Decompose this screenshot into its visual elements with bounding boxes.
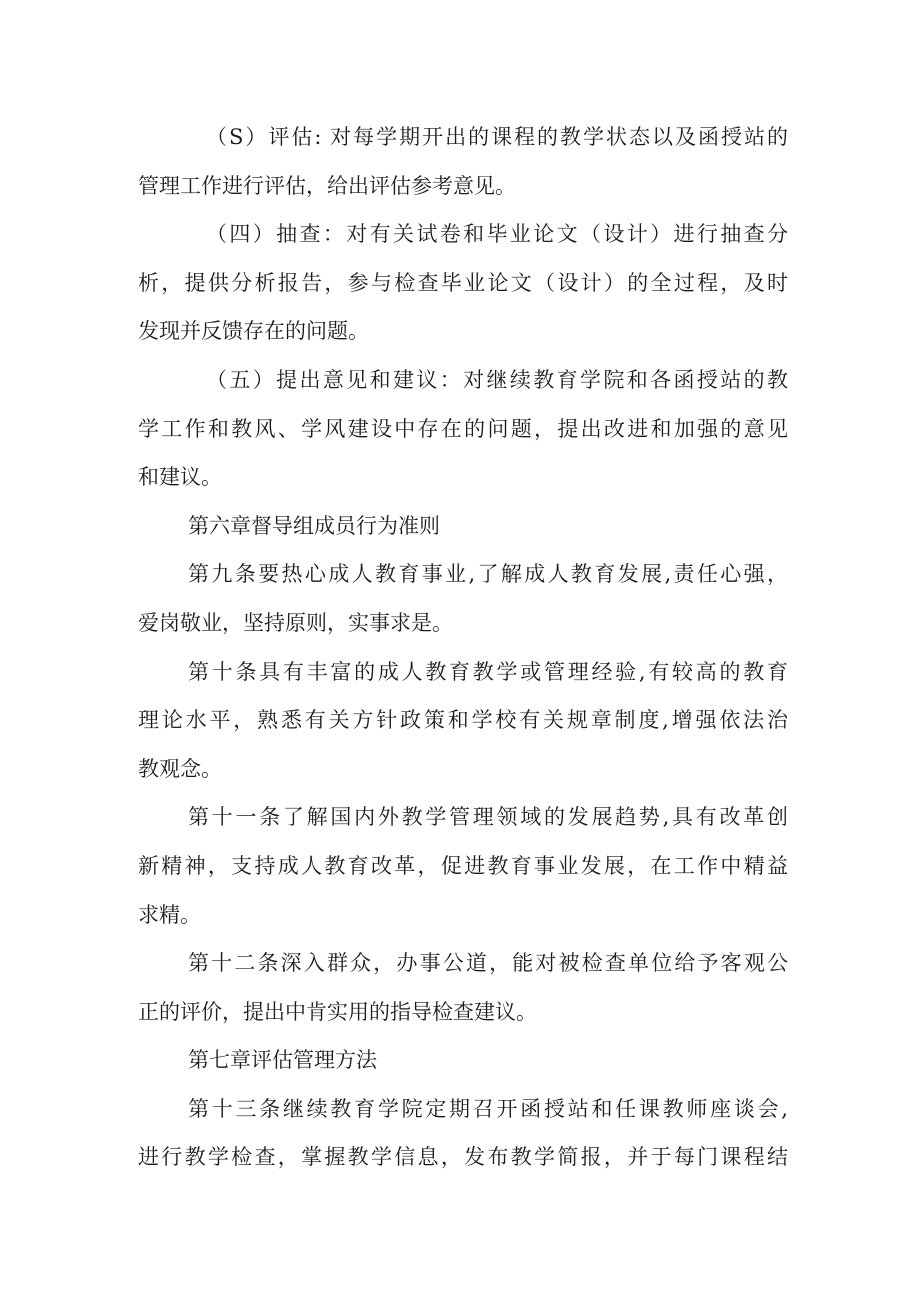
text-line: 第十一条了解国内外教学管理领域的发展趋势,具有改革创 <box>188 805 788 830</box>
paragraph-item-4-spot-check <box>138 210 788 356</box>
text-line: （S）评估: 对每学期开出的课程的教学状态以及函授站的 <box>206 125 788 149</box>
text-line: 教观念。 <box>138 756 222 781</box>
chapter-7-heading: 第七章评估管理方法 <box>188 1048 377 1073</box>
paragraph-article-9 <box>138 550 788 647</box>
text-line: 和建议。 <box>138 465 222 490</box>
text-line: 第十条具有丰富的成人教育教学或管理经验,有较高的教育 <box>188 659 788 684</box>
paragraph-article-13 <box>138 1085 788 1182</box>
text-line: 第十三条继续教育学院定期召开函授站和任课教师座谈会, <box>188 1096 788 1121</box>
text-line: （五）提出意见和建议：对继续教育学院和各函授站的教 <box>206 367 788 392</box>
text-line: 发现并反馈存在的问题。 <box>138 319 369 344</box>
text-line: 求精。 <box>138 902 201 927</box>
text-line: 理论水平，熟悉有关方针政策和学校有关规章制度,增强依法治 <box>138 708 788 733</box>
paragraph-item-5-suggestions <box>138 356 788 502</box>
text-line: 第九条要热心成人教育事业,了解成人教育发展,责任心强， <box>188 562 788 587</box>
paragraph-article-11 <box>138 793 788 939</box>
document-body <box>138 113 788 1182</box>
text-line: 第十二条深入群众，办事公道，能对被检查单位给予客观公 <box>188 951 788 976</box>
paragraph-article-10 <box>138 648 788 794</box>
text-line: （四）抽查：对有关试卷和毕业论文（设计）进行抽查分 <box>206 222 788 247</box>
text-line: 进行教学检查，掌握教学信息，发布教学简报，并于每门课程结 <box>138 1145 788 1170</box>
paragraph-article-12 <box>138 939 788 1036</box>
paragraph-item-s-evaluation <box>138 113 788 210</box>
chapter-6-heading: 第六章督导组成员行为准则 <box>188 513 440 538</box>
text-line: 正的评价，提出中肯实用的指导检查建议。 <box>138 999 537 1024</box>
text-line: 爱岗敬业，坚持原则，实事求是。 <box>138 610 453 635</box>
text-line: 管理工作进行评估，给出评估参考意见。 <box>138 173 516 198</box>
text-line: 析，提供分析报告，参与检查毕业论文（设计）的全过程，及时 <box>138 270 788 295</box>
text-line: 新精神，支持成人教育改革，促进教育事业发展，在工作中精益 <box>138 853 788 878</box>
text-line: 学工作和教风、学风建设中存在的问题，提出改进和加强的意见 <box>138 416 788 441</box>
